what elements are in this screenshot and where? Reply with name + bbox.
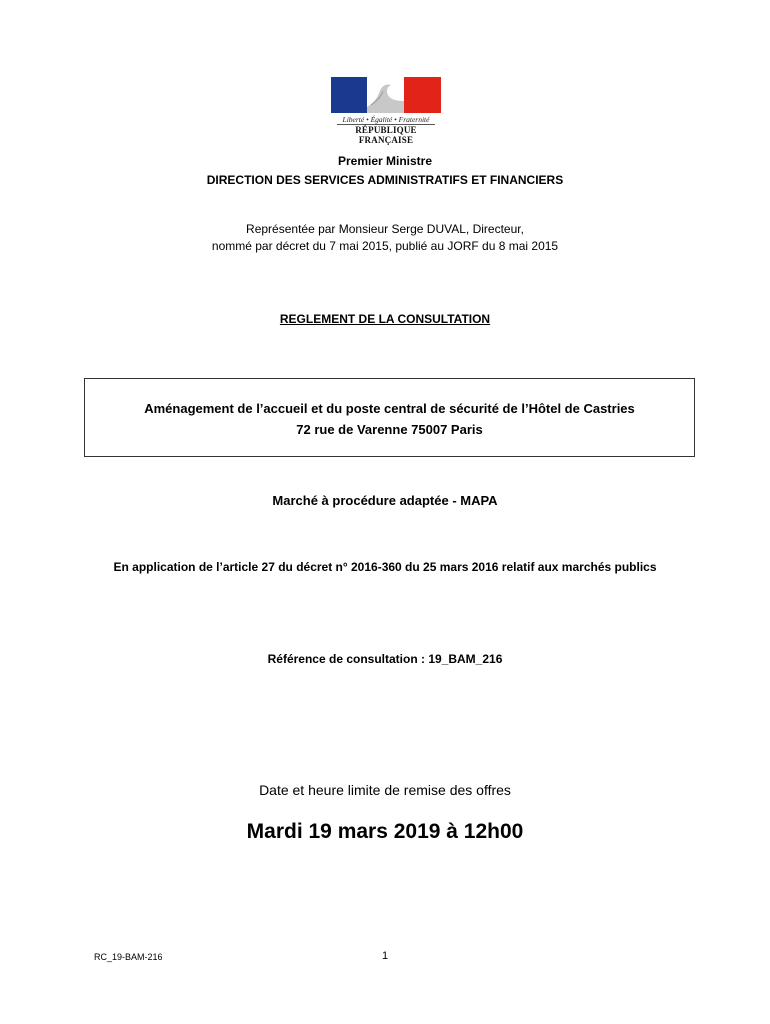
project-address: 72 rue de Varenne 75007 Paris <box>296 422 483 437</box>
project-title: Aménagement de l’accueil et du poste central de sécurité de l’Hôtel de Castries <box>144 401 635 416</box>
project-box <box>84 378 695 457</box>
representation-line-1: Représentée par Monsieur Serge DUVAL, Directeur, <box>246 222 524 236</box>
flag-red-band <box>404 77 441 113</box>
tricolor-flag <box>331 77 441 113</box>
consultation-reference: Référence de consultation : 19_BAM_216 <box>267 652 503 666</box>
legal-basis: En application de l’article 27 du décret n° 2016-360 du 25 mars 2016 relatif aux marchés publics <box>113 560 657 574</box>
page-number: 1 <box>381 950 389 962</box>
flag-white-band <box>367 77 404 113</box>
document-title <box>0 312 770 326</box>
ministry-name: Premier Ministre <box>337 154 433 168</box>
footer-doc-reference: RC_19-BAM-216 <box>94 952 163 962</box>
republique-francaise-logo <box>331 77 441 145</box>
deadline-label: Date et heure limite de remise des offres <box>259 782 511 798</box>
flag-blue-band <box>331 77 367 113</box>
republic-motto: Liberté • Égalité • Fraternité <box>342 115 430 124</box>
deadline-value: Mardi 19 mars 2019 à 12h00 <box>246 820 524 843</box>
marianne-profile-icon <box>367 77 404 113</box>
document-title-text: REGLEMENT DE LA CONSULTATION <box>279 312 491 326</box>
direction-name: DIRECTION DES SERVICES ADMINISTRATIFS ET FINANCIERS <box>206 173 564 187</box>
procedure-type: Marché à procédure adaptée - MAPA <box>272 493 498 508</box>
republic-name: RÉPUBLIQUE FRANÇAISE <box>355 125 417 145</box>
representation-line-2: nommé par décret du 7 mai 2015, publié au JORF du 8 mai 2015 <box>211 239 559 253</box>
